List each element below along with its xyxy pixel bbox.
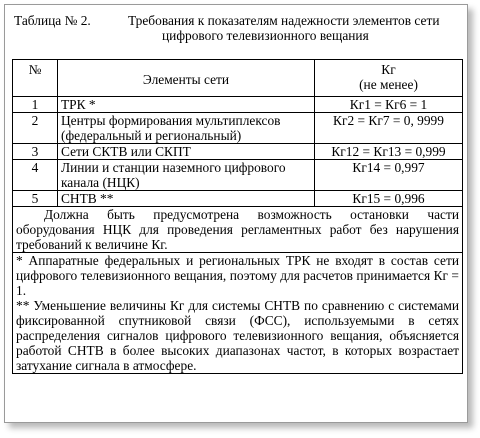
row-kg: Кг14 = 0,997 bbox=[315, 160, 463, 191]
table-title-line1: Требования к показателям надежности элементов сети bbox=[128, 13, 440, 28]
row-num: 4 bbox=[13, 160, 58, 191]
row-kg: Кг15 = 0,996 bbox=[315, 191, 463, 207]
header-kg-note: (не менее) bbox=[359, 77, 418, 92]
row-element-line2: (федеральный и региональный) bbox=[61, 128, 242, 143]
header-num: № bbox=[13, 60, 58, 97]
row-element bbox=[58, 160, 315, 191]
header-kg-label: Кг bbox=[381, 62, 396, 77]
table-row bbox=[13, 191, 463, 207]
row-element: СНТВ ** bbox=[58, 191, 315, 207]
row-element-line1: Линии и станции наземного цифрового bbox=[61, 160, 286, 175]
row-num: 5 bbox=[13, 191, 58, 207]
row-element: ТРК * bbox=[58, 97, 315, 113]
footnote-sntv: ** Уменьшение величины Кг для системы СНТВ по сравнению с системами фиксированной спутниковой связи (ФСС), используемыми в сетях распределения сигналов цифрового телевизионного вещания, объясняется работой СНТВ в более высоких диапазонах частот, в которых возрастает затухание сигнала в атмосфере. bbox=[16, 298, 459, 373]
requirements-table bbox=[12, 59, 463, 374]
row-kg: Кг2 = Кг7 = 0, 9999 bbox=[315, 113, 463, 144]
row-num: 1 bbox=[13, 97, 58, 113]
table-note: Должна быть предусмотрена возможность остановки части оборудования НЦК для проведения регламентных работ без нарушения требований к величине Кг. bbox=[13, 207, 463, 253]
document-frame bbox=[4, 4, 468, 423]
table-number: Таблица № 2. bbox=[14, 13, 91, 28]
row-num: 2 bbox=[13, 113, 58, 144]
table-header-row bbox=[13, 60, 463, 97]
header-element: Элементы сети bbox=[58, 60, 315, 97]
row-element bbox=[58, 113, 315, 144]
note-row bbox=[13, 207, 463, 253]
footnote-trk: * Аппаратные федеральных и региональных ТРК не входят в состав сети цифрового телевизионного вещания, поэтому для расчетов принимается Кг = 1. bbox=[16, 253, 459, 298]
table-row bbox=[13, 144, 463, 160]
row-element-line1: Центры формирования мультиплексов bbox=[61, 113, 281, 128]
footnotes-row bbox=[13, 253, 463, 374]
table-row bbox=[13, 113, 463, 144]
row-element: Сети СКТВ или СКПТ bbox=[58, 144, 315, 160]
row-num: 3 bbox=[13, 144, 58, 160]
table-title-line2: цифрового телевизионного вещания bbox=[162, 28, 369, 43]
table-footnotes bbox=[13, 253, 463, 374]
row-kg: Кг1 = Кг6 = 1 bbox=[315, 97, 463, 113]
table-row bbox=[13, 160, 463, 191]
table-row bbox=[13, 97, 463, 113]
row-kg: Кг12 = Кг13 = 0,999 bbox=[315, 144, 463, 160]
header-kg bbox=[315, 60, 463, 97]
row-element-line2: канала (НЦК) bbox=[61, 175, 140, 190]
